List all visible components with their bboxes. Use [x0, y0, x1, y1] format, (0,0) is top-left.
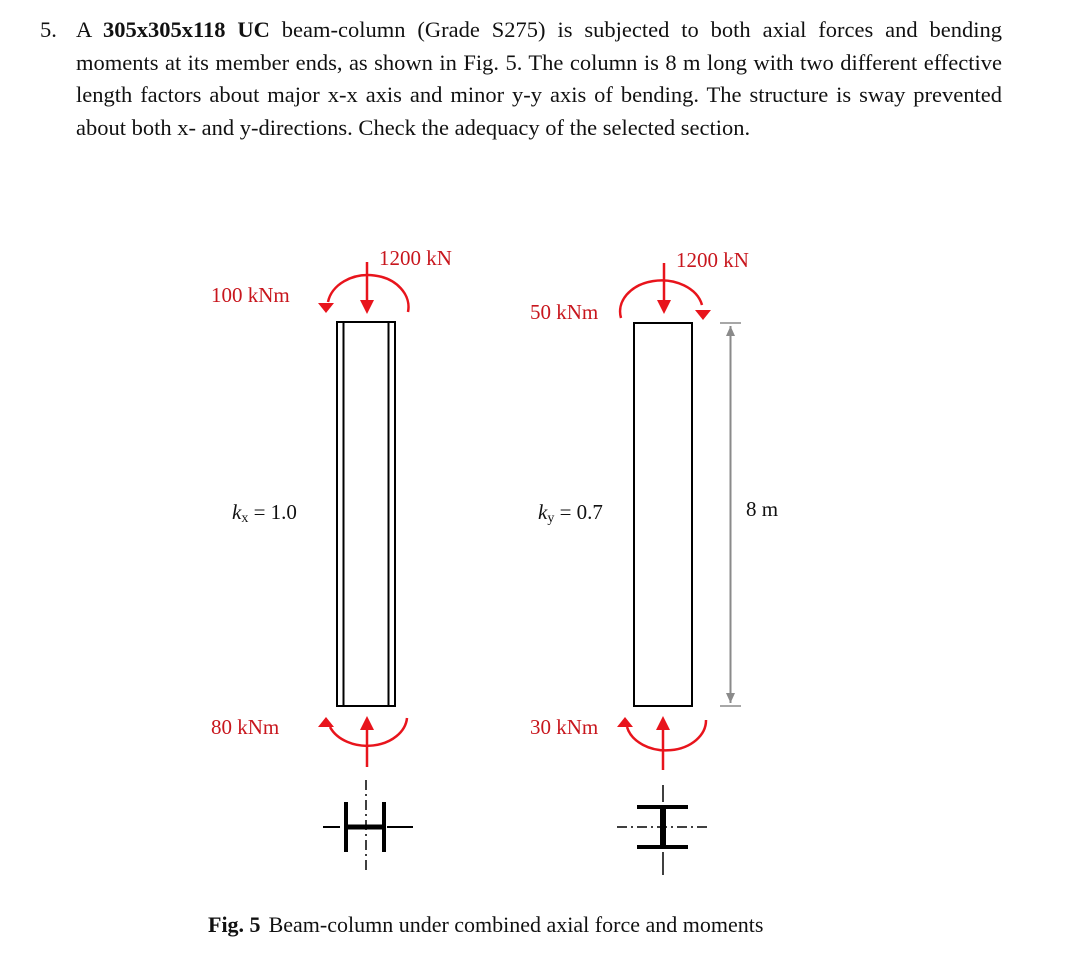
right-column: [634, 323, 692, 706]
k-value: = 1.0: [253, 500, 297, 524]
left-top-moment-arrow: [318, 275, 408, 313]
k-symbol: k: [538, 500, 548, 524]
right-axial-load-label: 1200 kN: [676, 248, 749, 272]
question-text-start: A: [76, 17, 103, 42]
k-symbol: k: [232, 500, 242, 524]
left-bottom-axial-load-arrow: [360, 716, 374, 767]
k-value: = 0.7: [559, 500, 603, 524]
question-text-rest: beam-column (Grade S275) is subjected to both axial forces and bending moments at its member ends, as shown in Fig. 5. The column is 8 m long with two different effective length factors about major x-x axis and minor y-y axis of bending. The structure is sway prevented about both x- and y-directions. Check the adequacy of the selected section.: [76, 17, 1003, 140]
left-column: [337, 322, 395, 706]
caption-text: Beam-column under combined axial force and moments: [268, 912, 764, 937]
right-k-factor-label: [538, 500, 603, 527]
left-axial-load-label: 1200 kN: [379, 246, 452, 270]
k-subscript: y: [547, 511, 555, 526]
left-top-axial-load-arrow: [360, 262, 374, 314]
question-number: 5.: [40, 17, 57, 42]
caption-label: Fig. 5: [208, 912, 261, 937]
right-top-axial-load-arrow: [657, 263, 671, 314]
i-section-major-axis-icon: [323, 780, 413, 872]
left-k-factor-label: [232, 500, 297, 527]
left-bottom-moment-arrow: [318, 717, 407, 746]
length-label: 8 m: [746, 497, 779, 521]
right-top-moment-label: 50 kNm: [530, 300, 599, 324]
right-bottom-axial-load-arrow: [656, 716, 670, 770]
left-bottom-moment-label: 80 kNm: [211, 715, 280, 739]
figure-caption: [208, 912, 763, 938]
left-top-moment-label: 100 kNm: [211, 283, 290, 307]
section-designation: 305x305x118 UC: [102, 17, 270, 42]
right-bottom-moment-label: 30 kNm: [530, 715, 599, 739]
length-dimension-line: [720, 323, 741, 706]
i-section-minor-axis-icon: [617, 785, 709, 875]
k-subscript: x: [241, 511, 249, 526]
